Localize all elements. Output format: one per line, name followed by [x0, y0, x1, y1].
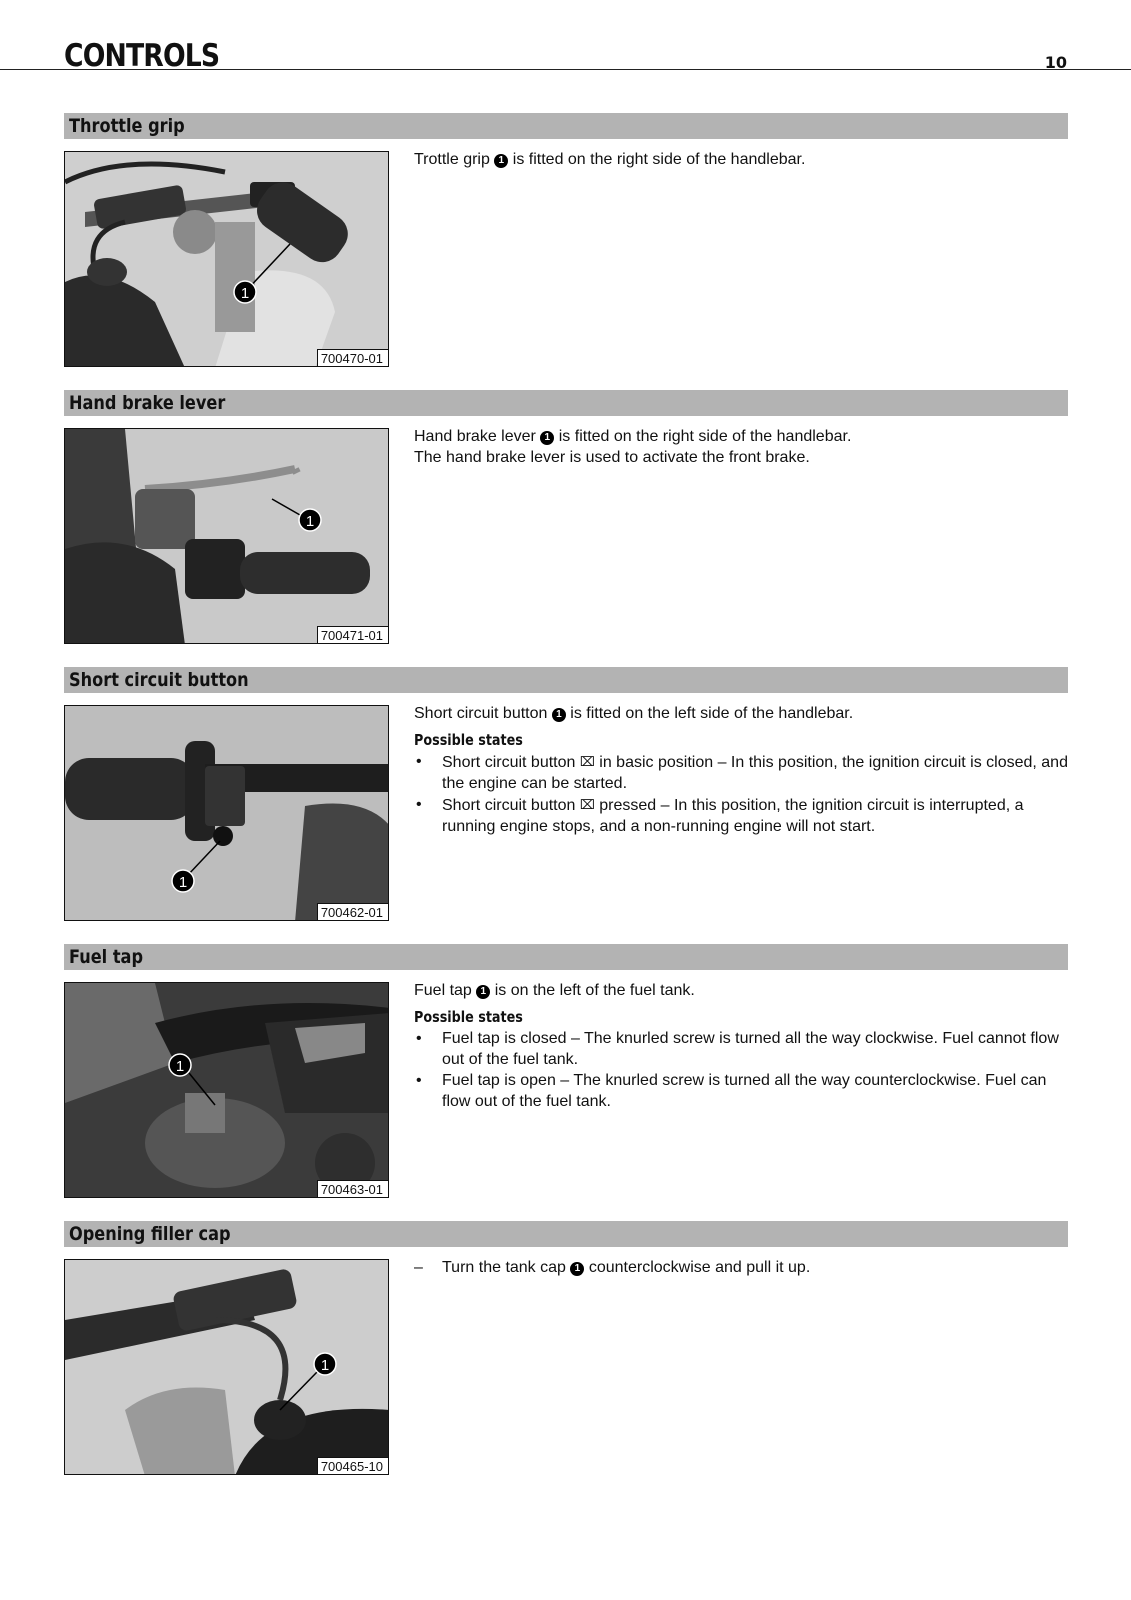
section-text [414, 426, 1068, 468]
filler-cap-photo [64, 1259, 389, 1475]
possible-states-heading: Possible states [414, 1008, 523, 1026]
section-text [414, 1257, 1068, 1278]
callout-1: 1 [178, 874, 188, 891]
text-run: is on the left of the fuel tank. [490, 982, 695, 999]
paragraph: The hand brake lever is used to activate the front brake. [414, 449, 810, 466]
paragraph [414, 149, 1068, 170]
section-heading-bar [64, 1221, 1068, 1247]
section-short-circuit-button [64, 667, 1068, 920]
figure-number: 700471-01 [317, 626, 388, 643]
text-run: is fitted on the left side of the handlebar. [565, 705, 854, 722]
paragraph [414, 980, 1068, 1001]
section-throttle-grip [64, 113, 1068, 366]
section-text [414, 149, 1068, 170]
section-heading-bar [64, 113, 1068, 139]
bullet: • [416, 1030, 422, 1047]
throttle-grip-photo [64, 151, 389, 367]
dash: – [414, 1259, 423, 1276]
text-run: Short circuit button [442, 754, 580, 771]
list-item [414, 1070, 1068, 1112]
fuel-tap-photo [64, 982, 389, 1198]
short-circuit-button-icon: ⌧ [579, 797, 595, 812]
text-run: is fitted on the right side of the handlebar. [508, 151, 806, 168]
throttle-grip-illustration [65, 152, 389, 367]
list-item [414, 794, 1068, 837]
callout-marker: 1 [476, 985, 490, 999]
callout-marker: 1 [552, 708, 566, 722]
short-circuit-button-icon: ⌧ [579, 754, 595, 769]
section-title: Hand brake lever [69, 392, 226, 414]
hand-brake-lever-photo [64, 428, 389, 644]
states-list [414, 1028, 1068, 1112]
page-number: 10 [1044, 53, 1067, 72]
section-title: Short circuit button [69, 669, 249, 691]
text-run: Fuel tap is open – The knurled screw is turned all the way counterclockwise. Fuel can flow out of the fuel tank. [442, 1072, 1047, 1110]
short-circuit-button-illustration [65, 706, 389, 921]
text-run: Short circuit button [442, 797, 580, 814]
section-hand-brake-lever [64, 390, 1068, 643]
bullet: • [416, 796, 422, 813]
text-run: is fitted on the right side of the handlebar. [554, 428, 852, 445]
text-run: Fuel tap [414, 982, 477, 999]
callout-1: 1 [320, 1357, 330, 1374]
step-item [414, 1257, 1068, 1278]
section-title: Fuel tap [69, 946, 144, 968]
callout-1: 1 [175, 1058, 185, 1075]
text-run: Fuel tap is closed – The knurled screw is turned all the way clockwise. Fuel cannot flow out of the fuel tank. [442, 1030, 1059, 1068]
page-title: CONTROLS [64, 38, 220, 74]
figure-number: 700470-01 [317, 349, 388, 366]
callout-1: 1 [240, 285, 250, 302]
section-text [414, 703, 1068, 837]
paragraph [414, 703, 1068, 724]
text-run: counterclockwise and pull it up. [584, 1259, 811, 1276]
text-run: Hand brake lever [414, 428, 541, 445]
figure-number: 700462-01 [317, 903, 388, 920]
hand-brake-lever-illustration [65, 429, 389, 644]
text-run: Turn the tank cap [442, 1259, 571, 1276]
callout-marker: 1 [540, 431, 554, 445]
section-heading-bar [64, 667, 1068, 693]
figure-number: 700463-01 [317, 1180, 388, 1197]
fuel-tap-illustration [65, 983, 389, 1198]
callout-marker: 1 [494, 154, 508, 168]
list-item [414, 1028, 1068, 1070]
text-run: pressed – In this position, the ignition circuit is interrupted, a running engine stops, and a non-running engine will not start. [442, 797, 1024, 835]
section-title: Opening filler cap [69, 1223, 231, 1245]
section-title: Throttle grip [69, 115, 185, 137]
possible-states-heading: Possible states [414, 731, 523, 749]
section-heading-bar [64, 944, 1068, 970]
section-opening-filler-cap [64, 1221, 1068, 1474]
header-rule [0, 69, 1131, 70]
text-run: in basic position – In this position, the ignition circuit is closed, and the engine can be started. [442, 754, 1068, 792]
callout-1: 1 [305, 513, 315, 530]
states-list [414, 751, 1068, 837]
text-run: Trottle grip [414, 151, 495, 168]
page-header [0, 0, 1131, 72]
callout-marker: 1 [570, 1262, 584, 1276]
paragraph [414, 426, 1068, 447]
section-fuel-tap [64, 944, 1068, 1197]
bullet: • [416, 753, 422, 770]
text-run: Short circuit button [414, 705, 552, 722]
filler-cap-illustration [65, 1260, 389, 1475]
section-text [414, 980, 1068, 1112]
list-item [414, 751, 1068, 794]
section-heading-bar [64, 390, 1068, 416]
figure-number: 700465-10 [317, 1457, 388, 1474]
short-circuit-button-photo [64, 705, 389, 921]
bullet: • [416, 1072, 422, 1089]
